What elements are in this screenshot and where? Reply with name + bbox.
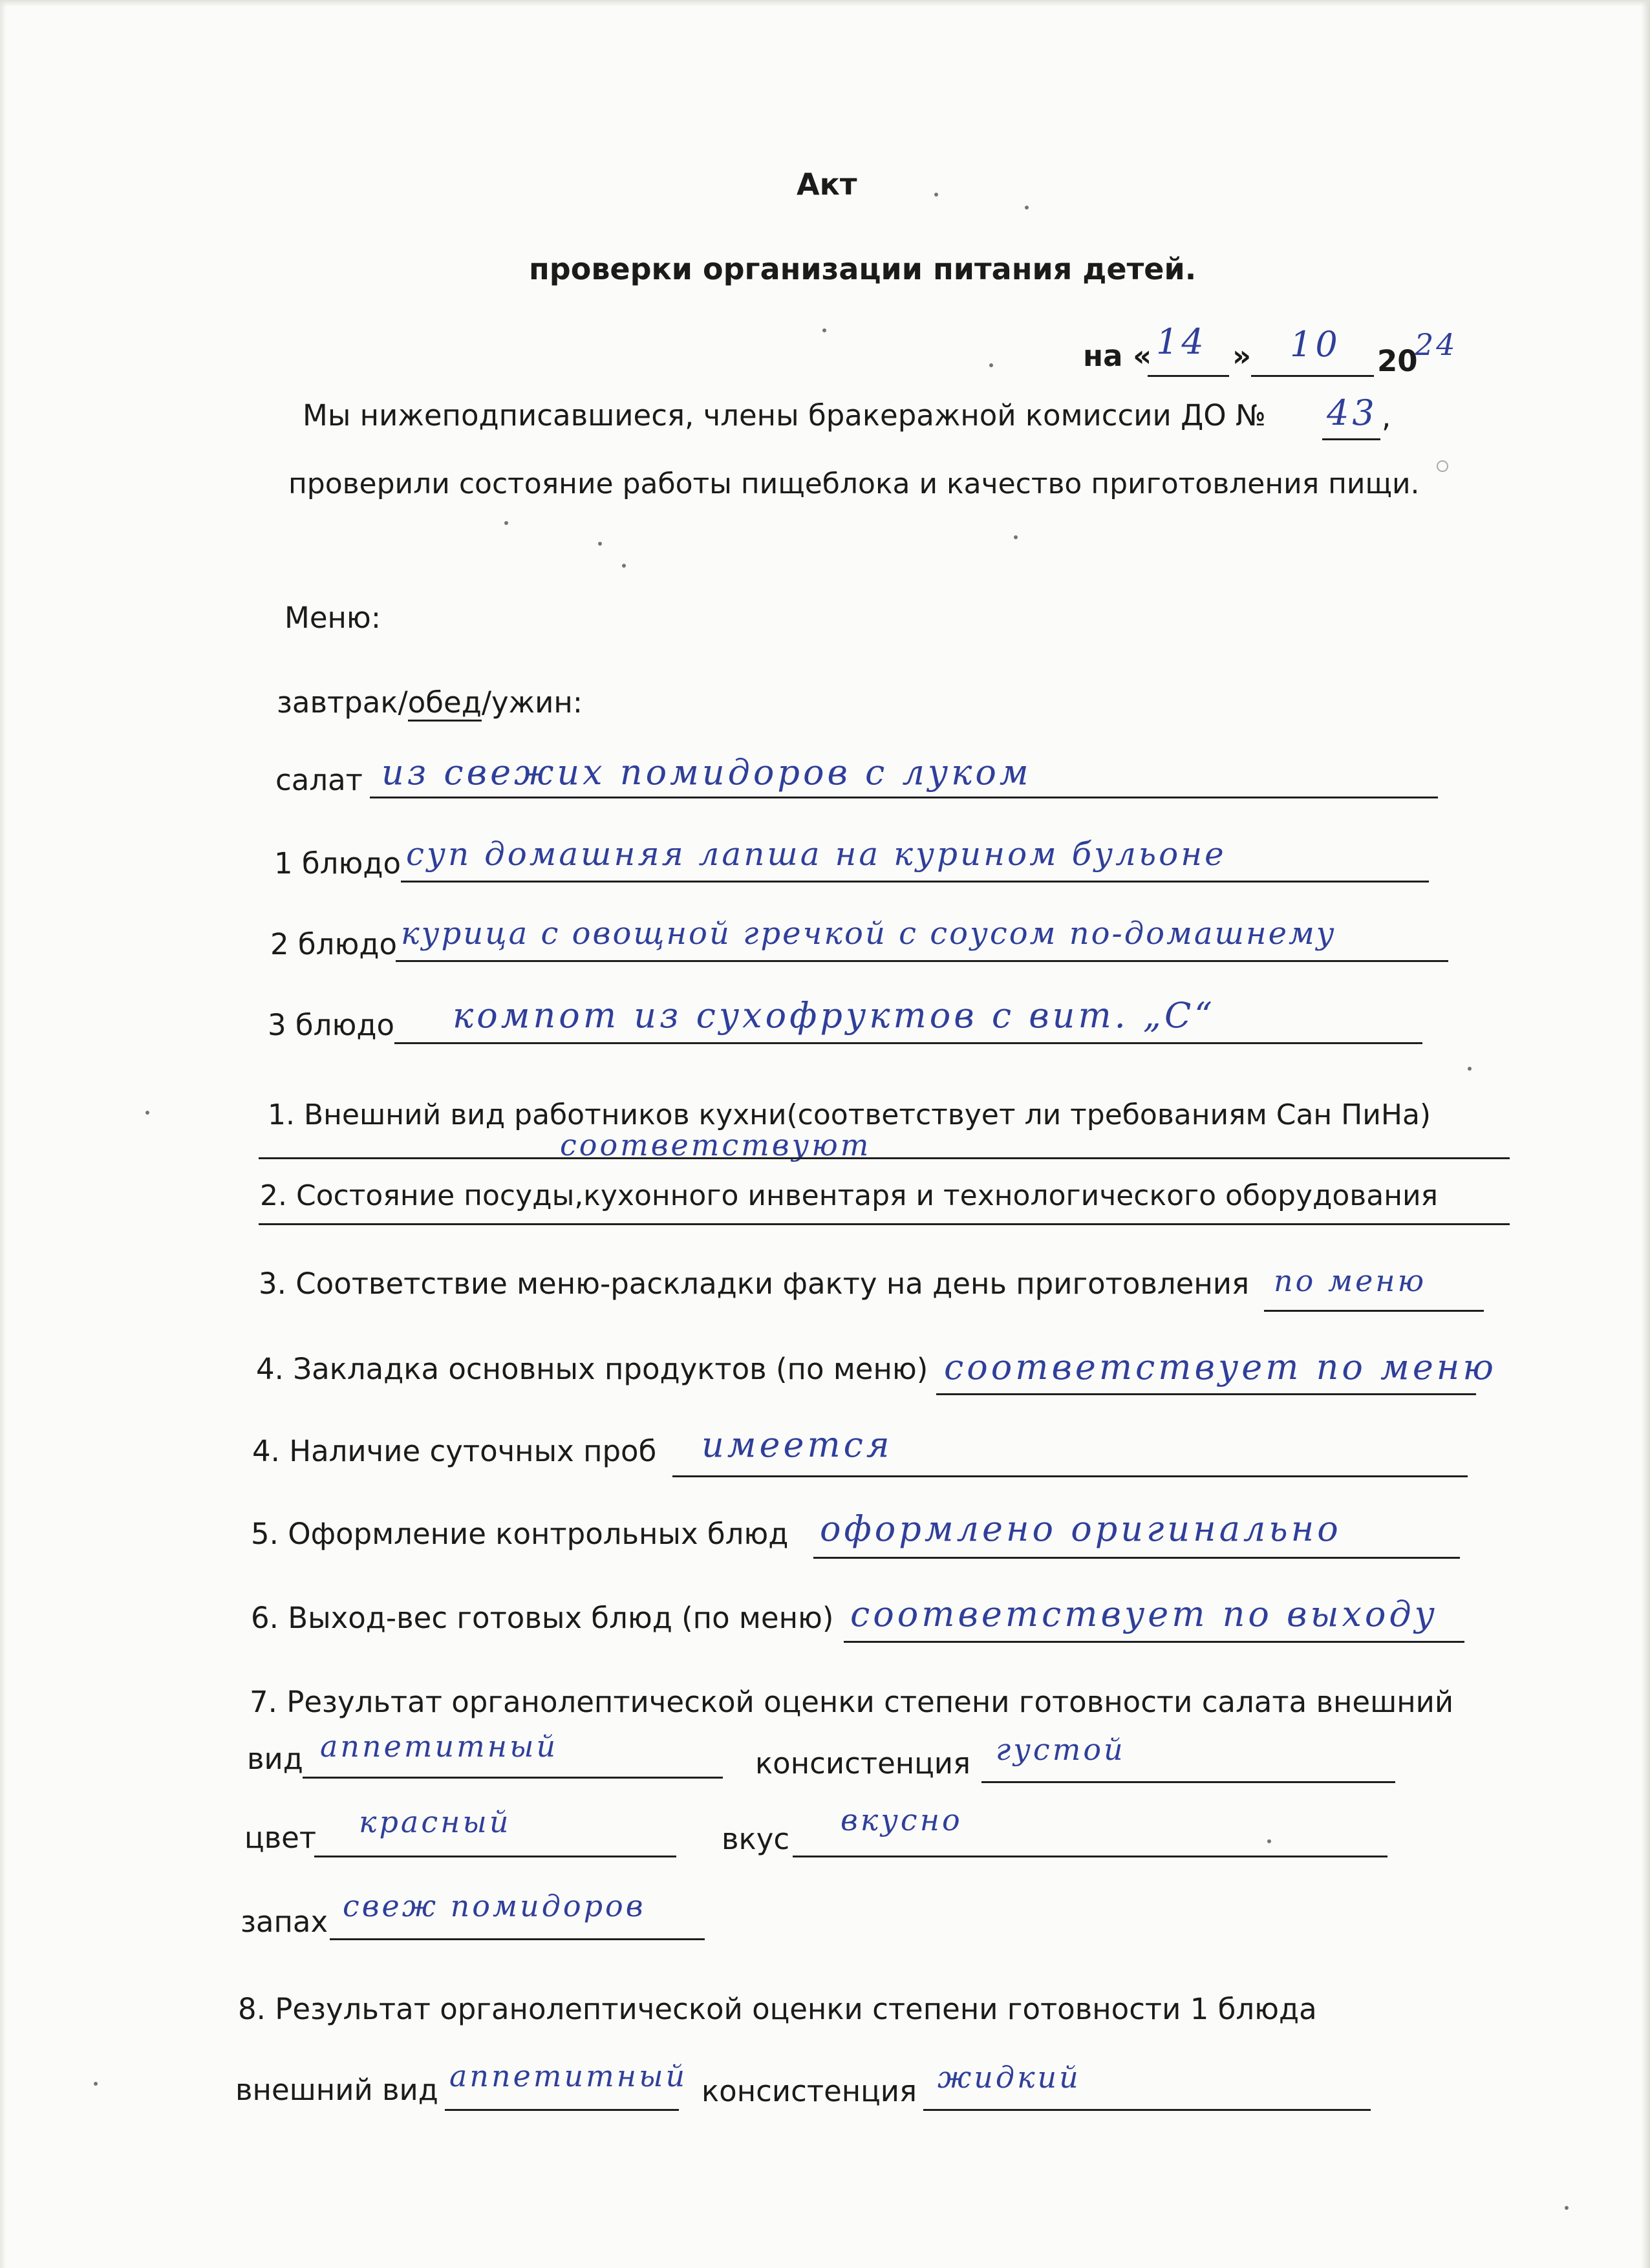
scan-speck xyxy=(598,542,602,546)
dish-value-second: курица с овощной гречкой с соусом по-домашнему xyxy=(401,915,1336,952)
date-day: 14 xyxy=(1156,321,1207,362)
check-3-line xyxy=(1264,1310,1484,1312)
section7-vkus-value: вкусно xyxy=(841,1803,963,1837)
scan-speck xyxy=(622,564,626,568)
check-4-line xyxy=(936,1393,1476,1395)
intro-line1-end: , xyxy=(1382,400,1391,434)
check-7-line xyxy=(844,1641,1464,1643)
section7-heading: 7. Результат органолептической оценки степени готовности салата внешний xyxy=(250,1685,1454,1719)
check-7-value: соответствует по выходу xyxy=(850,1594,1438,1634)
check-5-value: имеется xyxy=(702,1424,893,1465)
section7-zapah-label: запах xyxy=(241,1905,328,1939)
dish-label-second: 2 блюдо xyxy=(270,927,397,961)
scan-speck xyxy=(989,363,993,367)
meal-breakfast: завтрак/ xyxy=(277,685,408,720)
check-7-label: 6. Выход-вес готовых блюд (по меню) xyxy=(251,1601,834,1635)
scan-edge-right xyxy=(1641,0,1650,2268)
section8-vid-value: аппетитный xyxy=(449,2059,688,2093)
scan-speck xyxy=(1014,535,1018,539)
section8-konsist-label: консистенция xyxy=(702,2074,917,2108)
check-1-value: соответствуют xyxy=(560,1128,872,1162)
dish-value-first: суп домашняя лапша на курином бульоне xyxy=(406,835,1227,873)
menu-label: Меню: xyxy=(284,601,381,635)
date-day-line xyxy=(1148,375,1229,377)
date-prefix: на « xyxy=(1083,339,1152,373)
check-5-line xyxy=(672,1475,1468,1477)
date-year-suffix: 24 xyxy=(1415,327,1458,362)
check-2-label: 2. Состояние посуды,кухонного инвентаря и технологического оборудования xyxy=(260,1179,1439,1212)
meal-lunch-selected: обед xyxy=(408,685,482,722)
dish-line-third xyxy=(394,1042,1422,1044)
org-number-line xyxy=(1322,438,1380,440)
date-mid: » xyxy=(1232,339,1252,373)
meal-dinner: /ужин: xyxy=(481,685,583,720)
scan-speck xyxy=(145,1111,149,1115)
section7-konsist-line xyxy=(981,1781,1395,1783)
section8-konsist-value: жидкий xyxy=(938,2060,1081,2095)
section7-vid-label: вид xyxy=(247,1742,303,1776)
dish-label-first: 1 блюдо xyxy=(274,846,401,881)
scan-speck xyxy=(504,521,508,525)
section7-zapah-line xyxy=(330,1938,705,1940)
check-3-label: 3. Соответствие меню-раскладки факту на день приготовления xyxy=(259,1267,1250,1301)
dish-value-third: компот из сухофруктов с вит. „С“ xyxy=(453,995,1216,1036)
section7-vkus-label: вкус xyxy=(722,1822,790,1856)
dish-line-salad xyxy=(370,797,1438,798)
section7-vid-value: аппетитный xyxy=(320,1729,559,1764)
scan-speck xyxy=(1025,206,1029,209)
check-2-line xyxy=(259,1223,1510,1225)
section7-vid-line xyxy=(303,1777,723,1779)
document-subtitle: проверки организации питания детей. xyxy=(529,251,1197,286)
section7-konsist-label: консистенция xyxy=(755,1746,971,1781)
dish-label-salad: салат xyxy=(275,763,363,797)
intro-line2: проверили состояние работы пищеблока и качество приготовления пищи. xyxy=(288,467,1420,500)
check-6-label: 5. Оформление контрольных блюд xyxy=(251,1517,789,1551)
scan-edge-left xyxy=(0,0,6,2268)
section8-konsist-line xyxy=(923,2109,1371,2111)
intro-line1: Мы нижеподписавшиеся, члены бракеражной комиссии ДО № xyxy=(303,398,1266,433)
dish-label-third: 3 блюдо xyxy=(268,1008,394,1042)
dish-line-first xyxy=(401,881,1429,883)
section8-vid-line xyxy=(445,2109,679,2111)
org-number: 43 xyxy=(1327,392,1378,433)
section7-cvet-line xyxy=(314,1856,676,1857)
check-3-value: по меню xyxy=(1274,1263,1427,1298)
scan-speck xyxy=(1565,2206,1569,2210)
section7-cvet-label: цвет xyxy=(244,1821,317,1855)
section7-konsist-value: густой xyxy=(996,1732,1126,1767)
check-5-label: 4. Наличие суточных проб xyxy=(252,1434,657,1468)
dish-value-salad: из свежих помидоров с луком xyxy=(381,752,1032,793)
date-month-line xyxy=(1251,375,1374,377)
date-month: 10 xyxy=(1290,324,1341,365)
section7-cvet-value: красный xyxy=(359,1804,511,1839)
check-6-line xyxy=(813,1557,1460,1559)
check-1-line xyxy=(259,1157,1510,1159)
check-4-value: соответствует по меню xyxy=(944,1347,1497,1387)
date-year-prefix: 20 xyxy=(1377,344,1418,378)
scan-speck xyxy=(822,328,826,332)
check-1-label: 1. Внешний вид работников кухни(соответствует ли требованиям Сан ПиНа) xyxy=(268,1098,1431,1131)
section8-heading: 8. Результат органолептической оценки степени готовности 1 блюда xyxy=(238,1992,1317,2026)
check-4-label: 4. Закладка основных продуктов (по меню) xyxy=(256,1352,928,1386)
scan-ring-mark xyxy=(1437,460,1448,472)
check-6-value: оформлено оригинально xyxy=(820,1508,1342,1549)
section8-vid-label: внешний вид xyxy=(235,2073,438,2107)
scan-speck xyxy=(1267,1839,1271,1843)
scan-speck xyxy=(94,2082,98,2086)
scan-speck xyxy=(934,193,938,197)
scan-edge-top xyxy=(0,0,1650,6)
section7-vkus-line xyxy=(793,1856,1388,1857)
meal-selector xyxy=(277,685,583,720)
scan-speck xyxy=(1468,1067,1472,1071)
section7-zapah-value: свеж помидоров xyxy=(343,1888,646,1923)
document-title: Акт xyxy=(797,167,857,202)
dish-line-second xyxy=(396,960,1448,962)
